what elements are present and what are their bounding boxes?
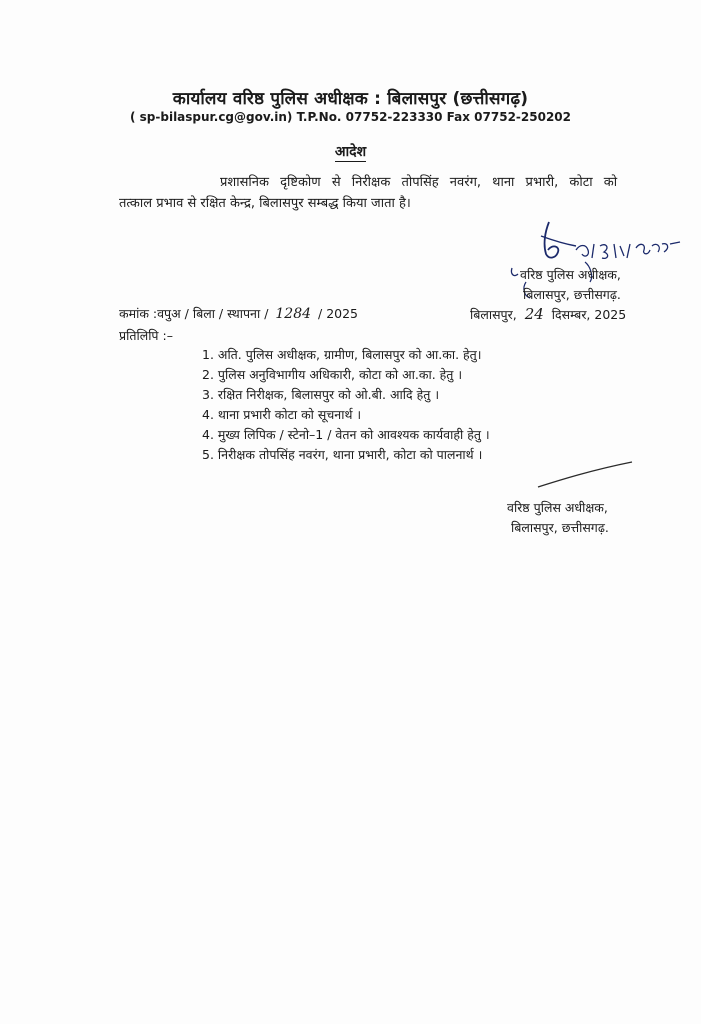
copy-to-label: प्रतिलिपि :–	[119, 328, 173, 343]
footer-place: बिलासपुर, छत्तीसगढ़.	[511, 520, 609, 535]
copy-item: 1. अति. पुलिस अधीक्षक, ग्रामीण, बिलासपुर को आ.का. हेतु।	[202, 347, 482, 362]
date-month-year: दिसम्बर, 2025	[551, 307, 627, 322]
office-title: कार्यालय वरिष्ठ पुलिस अधीक्षक : बिलासपुर (छत्तीसगढ़)	[172, 89, 529, 109]
copy-item: 4. थाना प्रभारी कोटा को सूचनार्थ ।	[202, 407, 362, 422]
copy-item: 5. निरीक्षक तोपसिंह नवरंग, थाना प्रभारी, कोटा को पालनार्थ ।	[202, 447, 483, 462]
date-place: बिलासपुर,	[470, 307, 517, 322]
reference-prefix: कमांक :वपुअ / बिला / स्थापना /	[119, 306, 269, 321]
reference-handwritten-number: 1284	[275, 306, 312, 322]
order-body-line-1: प्रशासनिक दृष्टिकोण से निरीक्षक तोपसिंह नवरंग, थाना प्रभारी, कोटा को	[220, 175, 618, 190]
signature-place: बिलासपुर, छत्तीसगढ़.	[523, 287, 621, 302]
signature-designation: वरिष्ठ पुलिस अधीक्षक,	[520, 267, 621, 282]
reference-suffix: / 2025	[318, 306, 359, 321]
footer-designation: वरिष्ठ पुलिस अधीक्षक,	[507, 500, 608, 515]
copy-item: 4. मुख्य लिपिक / स्टेनो–1 / वेतन को आवश्यक कार्यवाही हेतु ।	[202, 427, 490, 442]
copy-item: 3. रक्षित निरीक्षक, बिलासपुर को ओ.बी. आदि हेतु ।	[202, 387, 440, 402]
reference-number	[119, 305, 358, 322]
order-heading: आदेश	[334, 144, 367, 160]
copy-item: 2. पुलिस अनुविभागीय अधिकारी, कोटा को आ.का. हेतु ।	[202, 367, 463, 382]
order-body-line-2: तत्काल प्रभाव से रक्षित केन्द्र, बिलासपुर सम्बद्ध किया जाता है।	[119, 196, 411, 211]
order-date	[470, 305, 626, 323]
office-contact: ( sp-bilaspur.cg@gov.in) T.P.No. 07752-223330 Fax 07752-250202	[129, 110, 572, 124]
date-handwritten-day: 24	[524, 305, 544, 323]
